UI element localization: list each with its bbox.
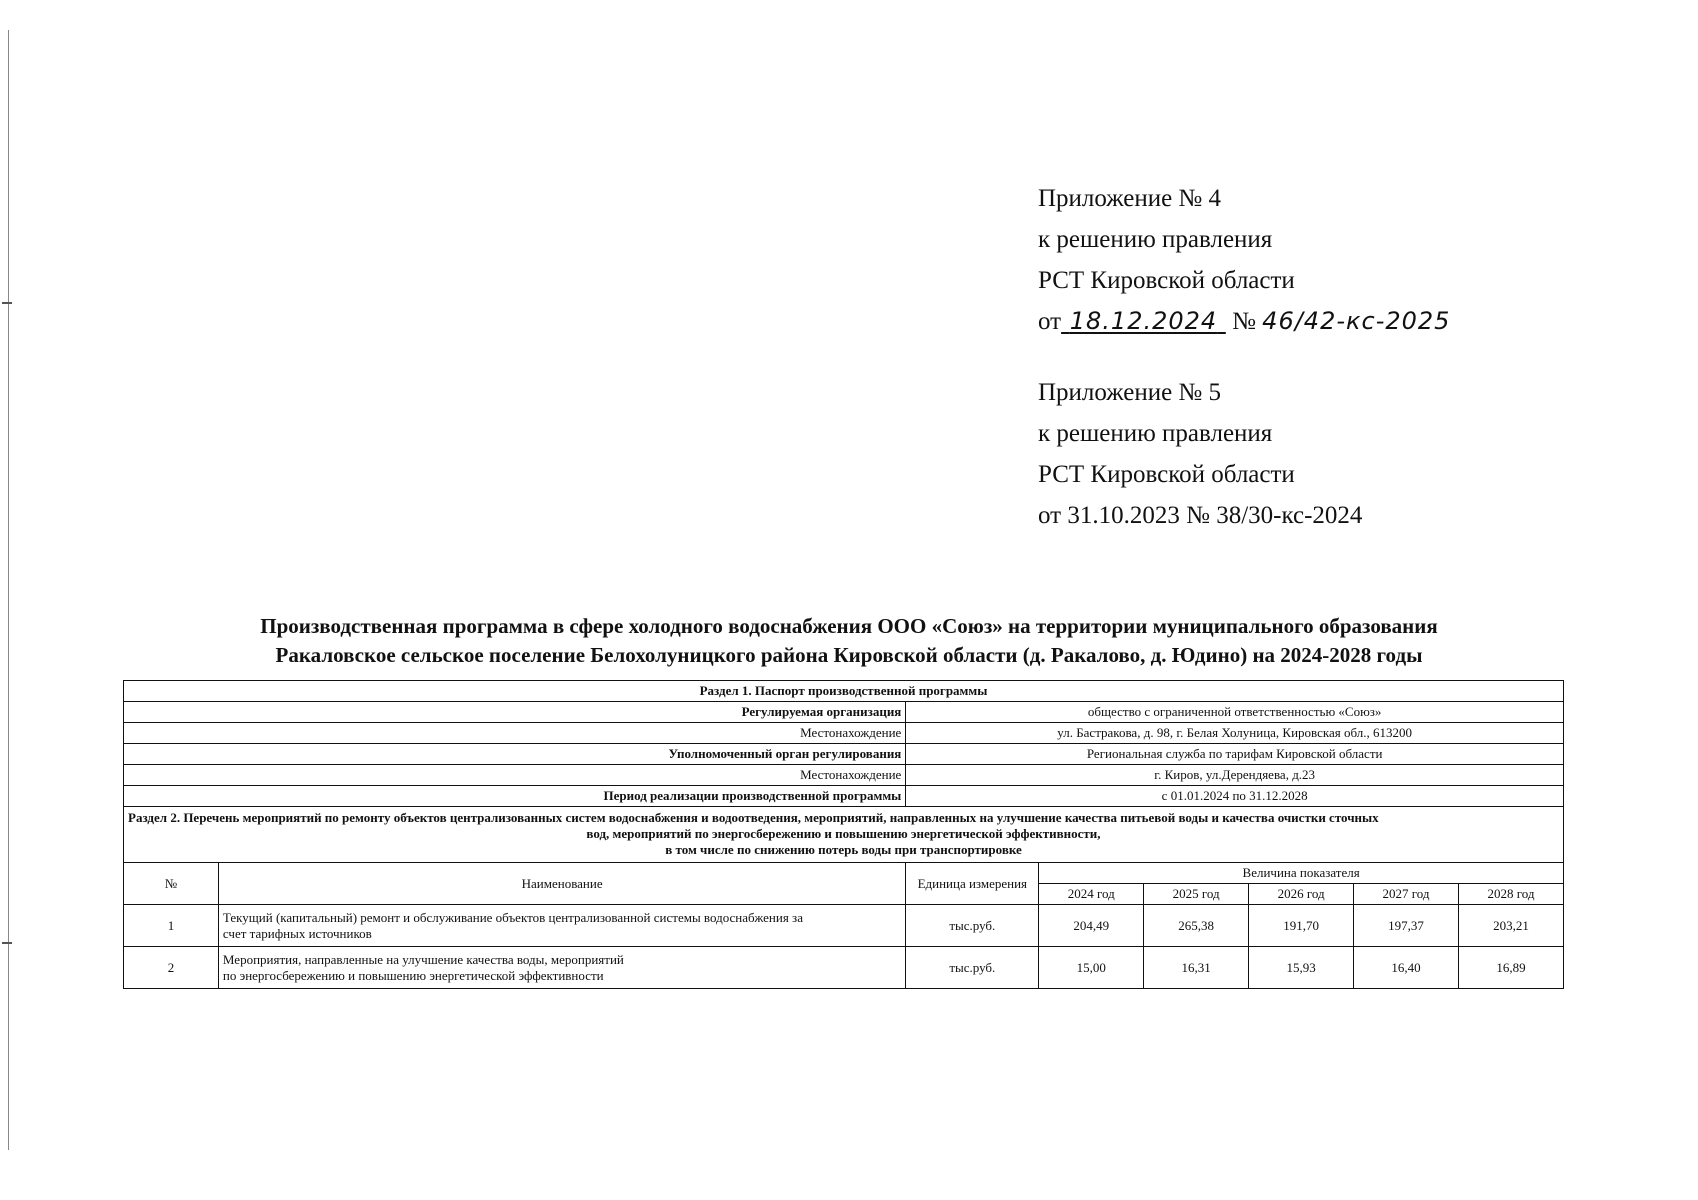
- measure-unit: тыс.руб.: [906, 947, 1039, 989]
- appendix-4-num-sign: №: [1232, 308, 1256, 335]
- section2-header-line3: в том числе по снижению потерь воды при транспортировке: [665, 842, 1022, 857]
- passport-value: Региональная служба по тарифам Кировской области: [906, 744, 1564, 765]
- passport-label: Период реализации производственной программы: [124, 786, 906, 807]
- appendix-4-line3: РСТ Кировской области: [1038, 267, 1295, 294]
- passport-row: [124, 786, 1564, 807]
- measure-value: 16,31: [1144, 947, 1249, 989]
- section2-header-line2: вод, мероприятий по энергосбережению и повышению энергетической эффективности,: [586, 826, 1101, 841]
- document-title-line2: Ракаловское сельское поселение Белохолуницкого района Кировской области (д. Ракалово, д. Юдино) на 2024-2028 годы: [275, 643, 1423, 667]
- appendix-4-from: от: [1038, 308, 1062, 335]
- scan-edge-mark: [2, 942, 12, 944]
- section1-header-row: [124, 681, 1564, 702]
- col-number-header: №: [124, 863, 219, 905]
- measure-number: 1: [124, 905, 219, 947]
- measure-value: 204,49: [1039, 905, 1144, 947]
- passport-value: с 01.01.2024 по 31.12.2028: [906, 786, 1564, 807]
- col-name-header: Наименование: [218, 863, 905, 905]
- measure-value: 203,21: [1459, 905, 1564, 947]
- measure-name-line: Текущий (капитальный) ремонт и обслуживание объектов централизованной системы водоснабжения за: [222, 909, 803, 925]
- passport-row: [124, 723, 1564, 744]
- measure-name-line: счет тарифных источников: [222, 925, 372, 941]
- passport-label: Местонахождение: [124, 765, 906, 786]
- col-value-header: Величина показателя: [1039, 863, 1564, 884]
- passport-label: Местонахождение: [124, 723, 906, 744]
- year-header: 2027 год: [1354, 884, 1459, 905]
- section2-header-row: [124, 807, 1564, 863]
- appendix-5-decision-line: от 31.10.2023 № 38/30-кс-2024: [1038, 502, 1363, 529]
- measure-value: 265,38: [1144, 905, 1249, 947]
- passport-row: [124, 765, 1564, 786]
- appendix-5-block: [1038, 372, 1362, 536]
- measure-row: [124, 905, 1564, 947]
- measure-value: 191,70: [1249, 905, 1354, 947]
- year-header: 2026 год: [1249, 884, 1354, 905]
- passport-row: [124, 702, 1564, 723]
- appendix-4-line2: к решению правления: [1038, 226, 1273, 253]
- measure-unit: тыс.руб.: [906, 905, 1039, 947]
- measure-value: 16,40: [1354, 947, 1459, 989]
- measure-row: [124, 947, 1564, 989]
- appendix-5-line2: к решению правления: [1038, 420, 1273, 447]
- document-title-line1: Производственная программа в сфере холодного водоснабжения ООО «Союз» на территории муниципального образования: [260, 614, 1438, 638]
- section1-header: Раздел 1. Паспорт производственной программы: [124, 681, 1564, 702]
- section2-header: [124, 807, 1564, 863]
- measure-name: [218, 905, 905, 947]
- measures-header-row: [124, 863, 1564, 884]
- col-unit-header: Единица измерения: [906, 863, 1039, 905]
- measure-name: [218, 947, 905, 989]
- appendix-5-title: Приложение № 5: [1038, 379, 1222, 406]
- scan-edge-mark: [2, 302, 12, 304]
- measure-number: 2: [124, 947, 219, 989]
- passport-label: Уполномоченный орган регулирования: [124, 744, 906, 765]
- appendix-5-line3: РСТ Кировской области: [1038, 461, 1295, 488]
- measure-name-line: по энергосбережению и повышению энергетической эффективности: [222, 967, 604, 983]
- measure-name-line: Мероприятия, направленные на улучшение качества воды, мероприятий: [222, 951, 624, 967]
- year-header: 2025 год: [1144, 884, 1249, 905]
- measure-value: 16,89: [1459, 947, 1564, 989]
- measure-value: 15,93: [1249, 947, 1354, 989]
- appendix-4-handwritten-date: 18.12.2024: [1069, 307, 1218, 335]
- passport-label: Регулируемая организация: [124, 702, 906, 723]
- passport-value: г. Киров, ул.Дерендяева, д.23: [906, 765, 1564, 786]
- appendix-4-decision-line: [1038, 301, 1450, 342]
- year-header: 2028 год: [1459, 884, 1564, 905]
- passport-value: общество с ограниченной ответственностью «Союз»: [906, 702, 1564, 723]
- scan-edge-line: [8, 30, 9, 1150]
- production-program-table: [123, 680, 1564, 989]
- year-header: 2024 год: [1039, 884, 1144, 905]
- passport-value: ул. Бастракова, д. 98, г. Белая Холуница, Кировская обл., 613200: [906, 723, 1564, 744]
- appendix-4-title: Приложение № 4: [1038, 185, 1222, 212]
- measure-value: 15,00: [1039, 947, 1144, 989]
- appendix-4-handwritten-number: 46/42-кс-2025: [1262, 307, 1451, 335]
- appendix-4-block: [1038, 178, 1450, 342]
- section2-header-line1: Раздел 2. Перечень мероприятий по ремонту объектов централизованных систем водоснабжения и водоотведения, мероприятий, направленных на улучшение качества питьевой воды и качества очистки сточных: [128, 810, 1379, 825]
- document-title: [124, 612, 1574, 670]
- measure-value: 197,37: [1354, 905, 1459, 947]
- passport-row: [124, 744, 1564, 765]
